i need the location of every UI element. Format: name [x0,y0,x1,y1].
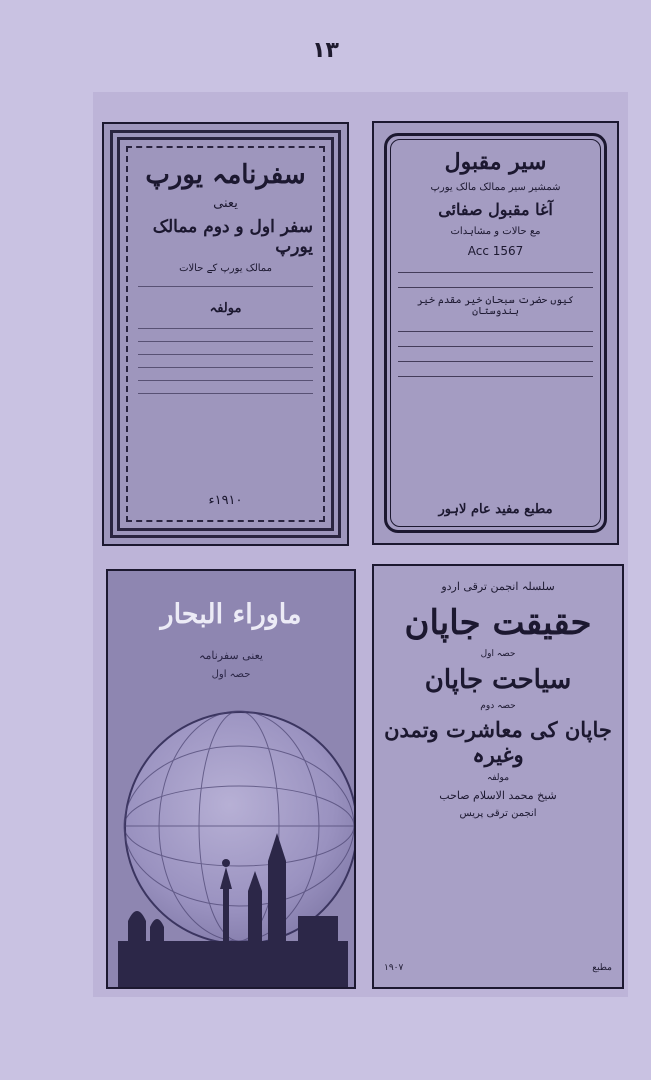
cover-part-title: جاپان کی معاشرت وتمدن وغیرہ [384,717,612,767]
divider [138,280,313,287]
cover-title: حقیقت جاپان [404,603,592,643]
cover-author: آغا مقبول صفائی [438,200,553,219]
divider [398,369,593,377]
cover-press: مطبع مفید عام لاہور [438,502,553,517]
cover-publisher: انجمن ترقی پریس [459,808,537,819]
cover-title: سفرنامہ یورپ [145,160,306,190]
cover-title: ماوراء البحار [160,599,302,630]
cover-text: شمشیر سیر ممالک مالک یورپ [430,182,561,193]
cover-author: شیخ محمد الاسلام صاحب [439,789,557,802]
divider [398,354,593,362]
book-cover-haqiqat-japan [372,564,624,989]
book-cover-mawara-ul-bihar [106,569,356,989]
cover-press: مطبع [592,963,612,973]
cover-subtitle: سفر اول و دوم ممالک یورپ [152,217,313,257]
divider [138,348,313,355]
divider [398,280,593,288]
accession-stamp: Acc 1567 [467,244,524,258]
divider [398,265,593,273]
cover-subtitle: یعنی سفرنامہ [199,649,263,662]
divider [398,324,593,332]
cover-author-label: مولفہ [486,773,510,783]
cover-title: سیر مقبول [444,149,547,175]
cover-year: ۱۹۰۷ [384,963,404,973]
divider [138,374,313,381]
globe-and-city-illustration [108,571,356,989]
cover-series: سلسلہ انجمن ترقی اردو [441,580,555,593]
divider [398,339,593,347]
cover-text: کیوں حضرت سبحان خیر مقدم خیر ہندوستان [417,295,574,317]
cover-subtitle: حصہ اول [211,669,251,680]
divider [138,361,313,368]
book-cover-sair-maqbool [372,121,619,545]
cover-year: ۱۹۱۰ء [208,493,243,508]
cover-part-label: حصہ دوم [480,701,516,711]
cover-text: مع حالات و مشاہدات [450,226,541,237]
cover-author-heading: مولفہ [209,301,242,316]
cover-text: ممالک یورپ کے حالات [179,263,272,274]
book-cover-safarnama [102,122,349,546]
cover-part-label: حصہ اول [480,649,516,659]
divider [138,322,313,329]
divider [138,335,313,342]
divider [138,387,313,394]
cover-subtitle: یعنی [213,196,238,211]
cover-part-title: سیاحت جاپان [424,665,572,695]
page-number: ۱۳ [312,38,339,63]
